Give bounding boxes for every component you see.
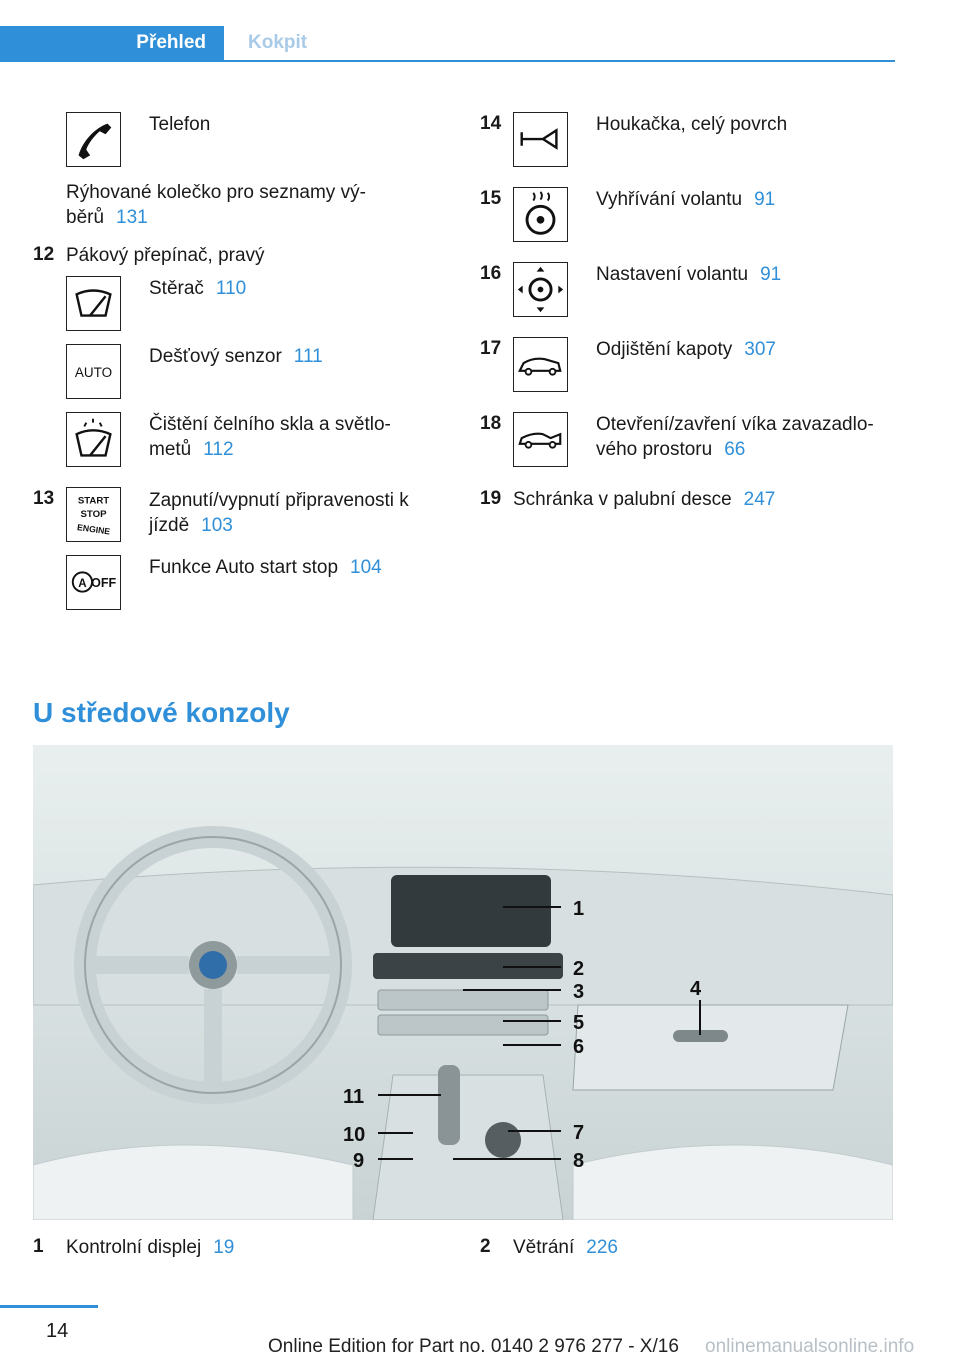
horn-icon — [513, 112, 568, 167]
tab-bar — [0, 26, 895, 62]
item-19-row — [513, 487, 775, 512]
callout-3: 3 — [573, 981, 585, 1003]
page-ref-19[interactable]: 19 — [213, 1237, 235, 1258]
item-1-row — [66, 1235, 234, 1260]
section-title: U středové konzoly — [33, 697, 290, 728]
page-ref-104[interactable]: 104 — [350, 557, 382, 578]
tab-prehled[interactable]: Přehled — [0, 26, 224, 60]
page-ref-112[interactable]: 112 — [203, 439, 234, 460]
item-number-16: 16 — [480, 263, 502, 284]
item-17-row — [596, 337, 776, 362]
start-icon-line1: START — [77, 495, 110, 507]
autostart-row — [149, 555, 382, 580]
auto-rain-sensor-icon — [66, 344, 121, 399]
item-2-label: Větrání — [513, 1237, 575, 1258]
item-12-label: Pákový přepínač, pravý — [66, 245, 265, 266]
auto-icon-text: AUTO — [74, 364, 113, 380]
callout-4: 4 — [690, 978, 702, 1000]
page-ref-226[interactable]: 226 — [586, 1237, 618, 1258]
item-15-label: Vyhřívání volantu — [596, 189, 743, 210]
destovy-label: Dešťový senzor — [149, 346, 282, 367]
page-ref-307[interactable]: 307 — [744, 339, 776, 360]
item-18-line1: Otevření/zavření víka zavazadlo- — [596, 414, 874, 435]
tab-kokpit[interactable]: Kokpit — [224, 26, 331, 60]
page-ref-91b[interactable]: 91 — [760, 264, 782, 285]
edition-text: Online Edition for Part no. 0140 2 976 277 - X/16 — [268, 1336, 679, 1357]
zapnuti-line2: jízdě — [149, 515, 190, 536]
auto-start-stop-off-icon — [66, 555, 121, 610]
wiper-icon — [66, 276, 121, 331]
item-number-2: 2 — [480, 1236, 491, 1257]
item-number-19: 19 — [480, 488, 502, 509]
callout-2: 2 — [573, 958, 585, 980]
telefon-label: Telefon — [149, 114, 211, 135]
start-icon-line3: ENGINE — [76, 522, 111, 537]
start-stop-engine-icon — [66, 487, 121, 542]
item-19-label: Schránka v palubní desce — [513, 489, 732, 510]
item-15-row — [596, 187, 775, 212]
item-number-1: 1 — [33, 1236, 44, 1257]
sterac-row — [149, 276, 246, 301]
item-number-15: 15 — [480, 188, 502, 209]
callout-11: 11 — [343, 1086, 365, 1108]
cisteni-row — [149, 412, 391, 462]
item-number-13: 13 — [33, 488, 55, 509]
sterac-label: Stěrač — [149, 278, 204, 299]
cisteni-line2: metů — [149, 439, 192, 460]
item-16-row — [596, 262, 781, 287]
dashboard-illustration — [33, 745, 893, 1220]
callout-10: 10 — [343, 1124, 366, 1146]
callout-1: 1 — [573, 898, 585, 920]
start-icon-line2: STOP — [80, 508, 107, 520]
page-ref-91a[interactable]: 91 — [754, 189, 776, 210]
hood-release-icon — [513, 337, 568, 392]
callout-9: 9 — [353, 1150, 365, 1172]
callout-5: 5 — [573, 1012, 585, 1034]
callout-6: 6 — [573, 1036, 585, 1058]
page-number: 14 — [46, 1320, 69, 1342]
page-ref-110[interactable]: 110 — [215, 278, 247, 299]
ryhovane-line1: Rýhované kolečko pro seznamy vý- — [66, 182, 366, 203]
autostart-label: Funkce Auto start stop — [149, 557, 339, 578]
zapnuti-row — [149, 488, 409, 538]
callout-8: 8 — [573, 1150, 585, 1172]
item-14-label: Houkačka, celý povrch — [596, 114, 788, 135]
item-number-18: 18 — [480, 413, 502, 434]
page-ref-111[interactable]: 111 — [293, 346, 323, 367]
phone-icon — [66, 112, 121, 167]
item-number-12: 12 — [33, 244, 55, 265]
item-number-14: 14 — [480, 113, 502, 134]
ryhovane-line2: běrů — [66, 207, 105, 228]
trunk-lid-icon — [513, 412, 568, 467]
steering-wheel-adjust-icon — [513, 262, 568, 317]
item-18-line2: vého prostoru — [596, 439, 713, 460]
steering-wheel-heating-icon — [513, 187, 568, 242]
item-17-label: Odjištění kapoty — [596, 339, 733, 360]
page-ref-103[interactable]: 103 — [201, 515, 233, 536]
page-ref-247[interactable]: 247 — [743, 489, 776, 510]
watermark: onlinemanualsonline.info — [705, 1336, 915, 1357]
cisteni-line1: Čištění čelního skla a světlo- — [149, 414, 391, 435]
item-18-row — [596, 412, 874, 462]
zapnuti-line1: Zapnutí/vypnutí připravenosti k — [149, 490, 409, 511]
off-icon-text: OFF — [91, 575, 117, 590]
item-2-row — [513, 1235, 618, 1260]
off-icon-a: A — [78, 577, 87, 590]
item-number-17: 17 — [480, 338, 502, 359]
windshield-washer-icon — [66, 412, 121, 467]
item-16-label: Nastavení volantu — [596, 264, 749, 285]
destovy-row — [149, 344, 323, 369]
footer-accent-line — [0, 1305, 98, 1308]
page-ref-131[interactable]: 131 — [116, 207, 148, 228]
ryhovane-label — [66, 180, 366, 230]
callout-7: 7 — [573, 1122, 585, 1144]
item-1-label: Kontrolní displej — [66, 1237, 202, 1258]
page-ref-66[interactable]: 66 — [724, 439, 746, 460]
